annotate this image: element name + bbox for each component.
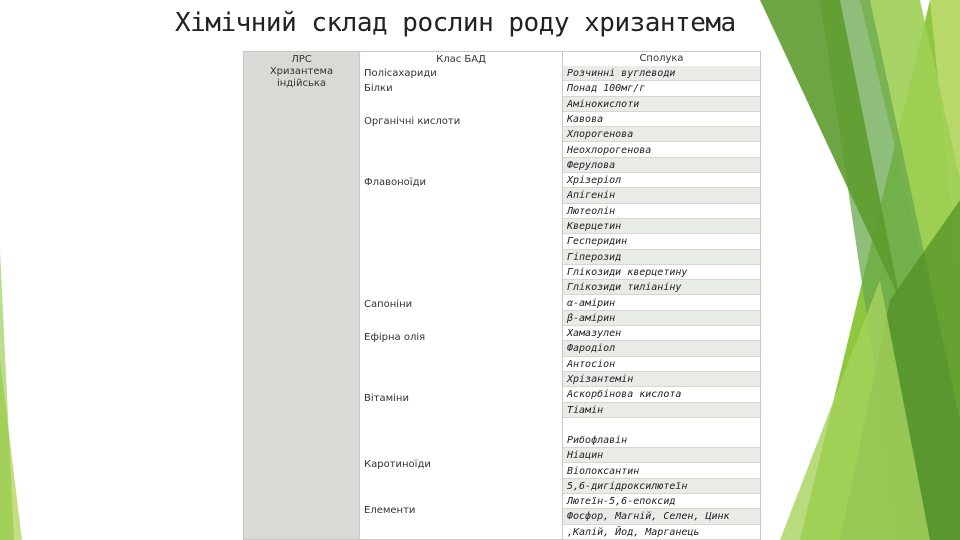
compound-name: Лютеїн-5,6-епоксид bbox=[567, 496, 676, 508]
compound-name: Тіамін bbox=[567, 404, 604, 416]
compound-name: Ніацин bbox=[567, 450, 604, 462]
compound-name: Неохлорогенова bbox=[567, 144, 652, 156]
compound-name: Лютеолін bbox=[567, 205, 616, 217]
compound-name: Гіперозид bbox=[567, 251, 622, 263]
table-row bbox=[563, 280, 760, 295]
compound-header: Сполука bbox=[639, 53, 684, 64]
plant-name-line1: Хризантема bbox=[269, 66, 334, 77]
table-row bbox=[563, 357, 760, 372]
table-row bbox=[563, 403, 760, 418]
compound-name: Глікозиди тиліаніну bbox=[567, 282, 682, 294]
class-item: Сапоніни bbox=[364, 299, 413, 310]
class-item: Вітаміни bbox=[364, 393, 409, 404]
table-row bbox=[563, 341, 760, 356]
compound-name: Гесперидин bbox=[567, 236, 628, 248]
compound-name: Кверцетин bbox=[567, 221, 622, 232]
table-row bbox=[563, 265, 760, 280]
page-title: Хімічний склад рослин роду хризантема bbox=[175, 8, 736, 38]
compound-name: β-амірин bbox=[567, 312, 616, 324]
compound-name: Віолоксантин bbox=[567, 465, 640, 477]
table-row bbox=[563, 112, 760, 127]
table-row bbox=[563, 464, 760, 479]
compound-name: Фародіол bbox=[567, 343, 616, 355]
compound-name: Понад 100мг/г bbox=[567, 83, 646, 95]
table-row bbox=[563, 219, 760, 234]
table-row bbox=[563, 250, 760, 265]
table-row bbox=[563, 158, 760, 173]
table-row bbox=[563, 81, 760, 96]
composition-table bbox=[243, 51, 761, 540]
table-row bbox=[563, 127, 760, 142]
compound-name: Ферулова bbox=[567, 159, 616, 171]
table-row bbox=[563, 97, 760, 112]
compound-name: ,Калій, Йод, Марганець bbox=[567, 526, 700, 538]
table-row bbox=[563, 448, 760, 463]
table-row bbox=[563, 525, 760, 540]
compound-name: Аскорбінова кислота bbox=[567, 389, 682, 401]
table-row bbox=[563, 479, 760, 494]
table-row bbox=[563, 188, 760, 203]
compound-name: Фосфор, Магній, Селен, Цинк bbox=[567, 511, 730, 523]
table-row bbox=[563, 204, 760, 219]
compound-name: Апігенін bbox=[567, 190, 616, 202]
table-row bbox=[563, 143, 760, 158]
table-row bbox=[563, 494, 760, 509]
compound-name: Розчинні вуглеводи bbox=[567, 68, 676, 79]
lrs-column bbox=[244, 52, 360, 539]
compound-name: α-амірин bbox=[567, 297, 616, 309]
plant-name-line2: індійська bbox=[276, 78, 327, 89]
lrs-header: ЛРС bbox=[291, 54, 312, 65]
table-row bbox=[563, 387, 760, 402]
class-item: Полісахариди bbox=[364, 68, 437, 79]
table-row bbox=[563, 66, 760, 81]
compound-name: Амінокислоти bbox=[567, 98, 640, 110]
compound-name: Рибофлавін bbox=[567, 434, 628, 446]
table-row bbox=[563, 372, 760, 387]
class-header: Клас БАД bbox=[436, 54, 486, 65]
compound-column bbox=[563, 52, 760, 539]
class-column bbox=[360, 52, 563, 539]
compound-name: 5,6-дигідроксилютеїн bbox=[567, 480, 688, 492]
class-item: Каротиноїди bbox=[364, 459, 431, 470]
table-row bbox=[563, 173, 760, 188]
table-row bbox=[563, 311, 760, 326]
compound-name: Хрізантемін bbox=[567, 374, 634, 385]
class-item: Флавоноїди bbox=[364, 177, 426, 188]
table-row bbox=[563, 509, 760, 524]
table-row bbox=[563, 326, 760, 341]
compound-name: Хрізеріол bbox=[567, 175, 622, 187]
table-row bbox=[563, 296, 760, 311]
class-item: Ефірна олія bbox=[364, 332, 426, 343]
class-item: Органічні кислоти bbox=[364, 116, 461, 127]
compound-name: Хамазулен bbox=[567, 328, 622, 340]
class-item: Елементи bbox=[364, 505, 416, 516]
compound-name: Глікозиди кверцетину bbox=[567, 266, 688, 278]
class-item: Білки bbox=[364, 83, 393, 94]
compound-name: Кавова bbox=[567, 113, 604, 125]
table-row bbox=[563, 433, 760, 448]
compound-name: Антосіон bbox=[567, 358, 616, 370]
compound-name: Хлорогенова bbox=[567, 129, 634, 141]
table-row bbox=[563, 234, 760, 249]
